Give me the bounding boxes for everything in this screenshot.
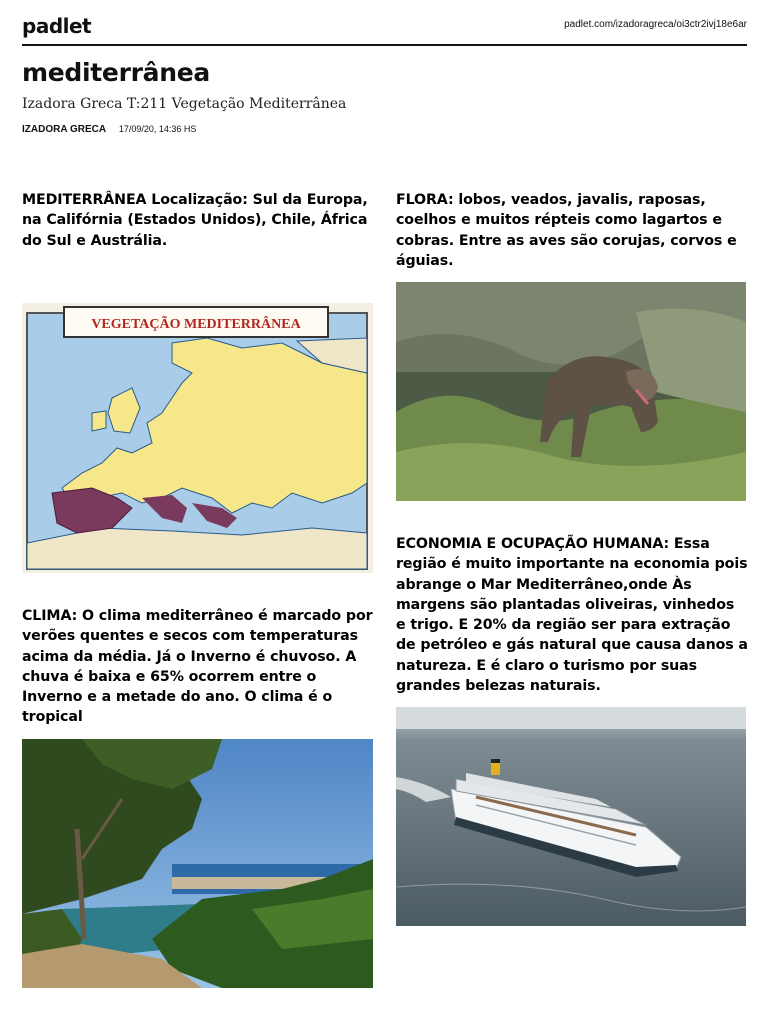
board-meta [22,124,196,135]
post-date: 17/09/20, 14:36 HS [118,124,197,134]
post-location-text: MEDITERRÂNEA Localização: Sul da Europa, na Califórnia (Estados Unidos), Chile, África do Sul e Austrália. [22,192,368,249]
board-url[interactable]: padlet.com/izadoragreca/oi3ctr2ivj18e6ar [564,19,747,30]
post-flora-text: FLORA: lobos, veados, javalis, raposas, coelhos e muitos répteis como lagartos e cobras. Entre as aves são corujas, corvos e águias. [396,192,737,269]
mediterranean-vegetation-map-image [22,303,373,573]
top-bar [22,12,747,46]
map-title: VEGETAÇÃO MEDITERRÂNEA [91,317,301,332]
author-name: IZADORA GRECA [22,124,107,135]
board-title: mediterrânea [22,58,210,87]
wolf-photo [396,282,746,501]
mediterranean-coast-photo [22,739,373,988]
post-climate-text: CLIMA: O clima mediterrâneo é marcado por verões quentes e secos com temperaturas acima da média. Já o Inverno é chuvoso. A chuva é baixa e 65% ocorrem entre o Inverno e a metade do ano. O clima é o tropical [22,608,373,726]
padlet-logo[interactable]: padlet [22,14,92,38]
post-economy-text: ECONOMIA E OCUPAÇÃO HUMANA: Essa região é muito importante na economia pois abrange o Mar Mediterrâneo,onde Às margens são plantadas oliveiras, vinhedos e trigo. E 20% da região ser para extração de petróleo e gás natural que causa danos a natureza. E é claro o turismo por suas grandes belezas naturais. [396,536,748,695]
board-subtitle: Izadora Greca T:211 Vegetação Mediterrânea [22,96,347,112]
cruise-ship-photo [396,707,746,926]
